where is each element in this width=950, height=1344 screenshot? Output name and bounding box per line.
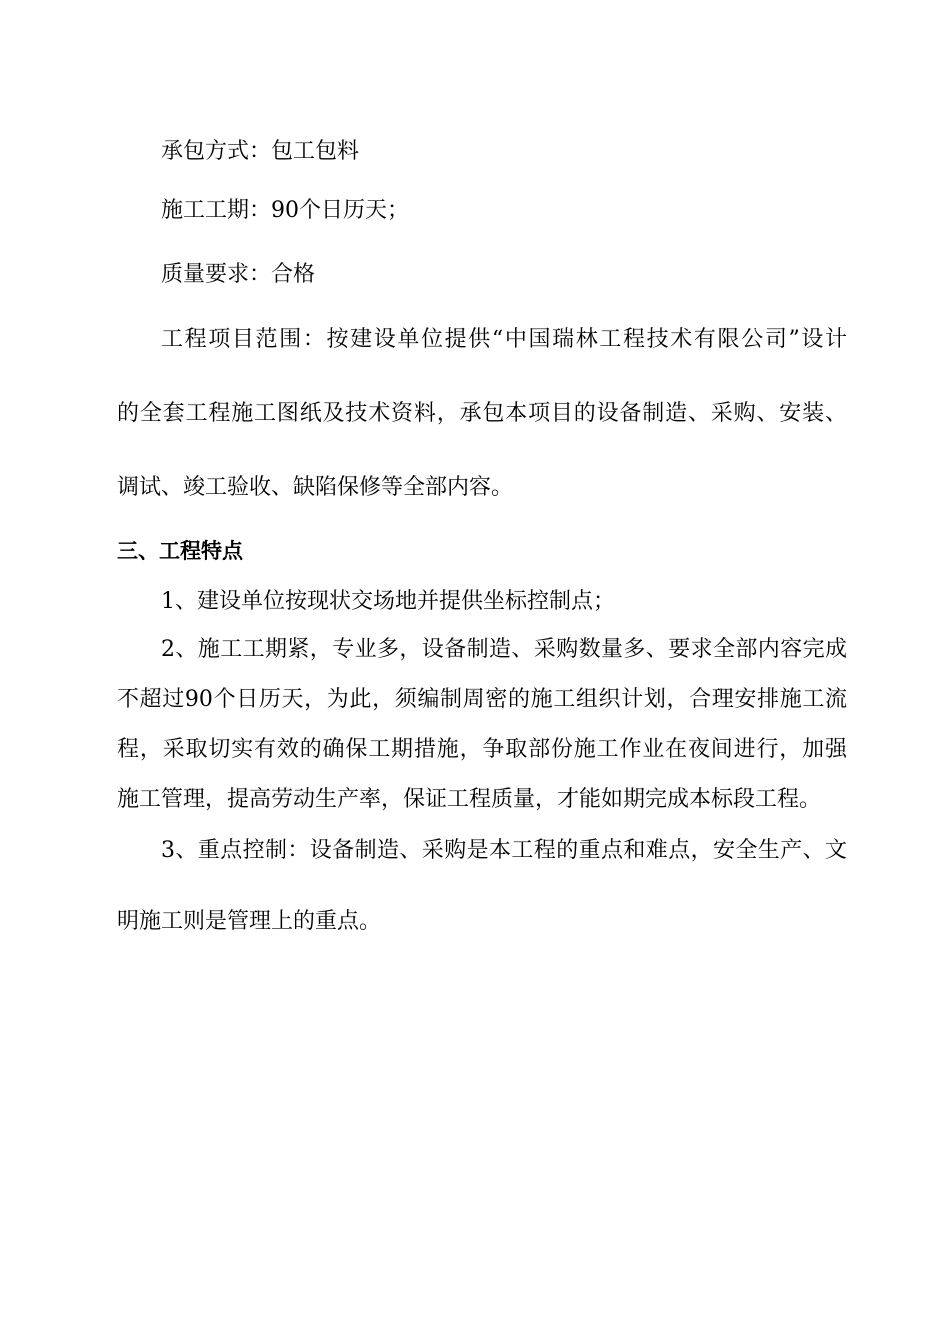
feature-item-2-line-4: 施工管理，提高劳动生产率，保证工程质量，才能如期完成本标段工程。	[117, 787, 822, 812]
project-scope-line-2: 的全套工程施工图纸及技术资料，承包本项目的设备制造、采购、安装、	[117, 401, 847, 426]
construction-period-line: 施工工期：90个日历天；	[161, 198, 409, 223]
project-scope-line-1: 工程项目范围：按建设单位提供“中国瑞林工程技术有限公司”设计	[161, 327, 847, 352]
feature-item-2-line-2: 不超过90个日历天，为此，须编制周密的施工组织计划，合理安排施工流	[117, 687, 847, 712]
feature-item-3-line-2: 明施工则是管理上的重点。	[117, 909, 382, 934]
feature-item-1-line-1: 1、建设单位按现状交场地并提供坐标控制点；	[161, 589, 615, 614]
project-scope-line-3: 调试、竣工验收、缺陷保修等全部内容。	[117, 475, 514, 500]
quality-requirement-line: 质量要求：合格	[161, 262, 316, 287]
section-heading-engineering-features: 三、工程特点	[117, 539, 243, 563]
feature-item-3-line-1: 3、重点控制：设备制造、采购是本工程的重点和难点，安全生产、文	[161, 838, 847, 863]
contract-mode-line: 承包方式：包工包料	[161, 139, 360, 164]
feature-item-2-line-3: 程，采取切实有效的确保工期措施，争取部份施工作业在夜间进行，加强	[117, 737, 847, 762]
feature-item-2-line-1: 2、施工工期紧，专业多，设备制造、采购数量多、要求全部内容完成	[161, 637, 847, 662]
